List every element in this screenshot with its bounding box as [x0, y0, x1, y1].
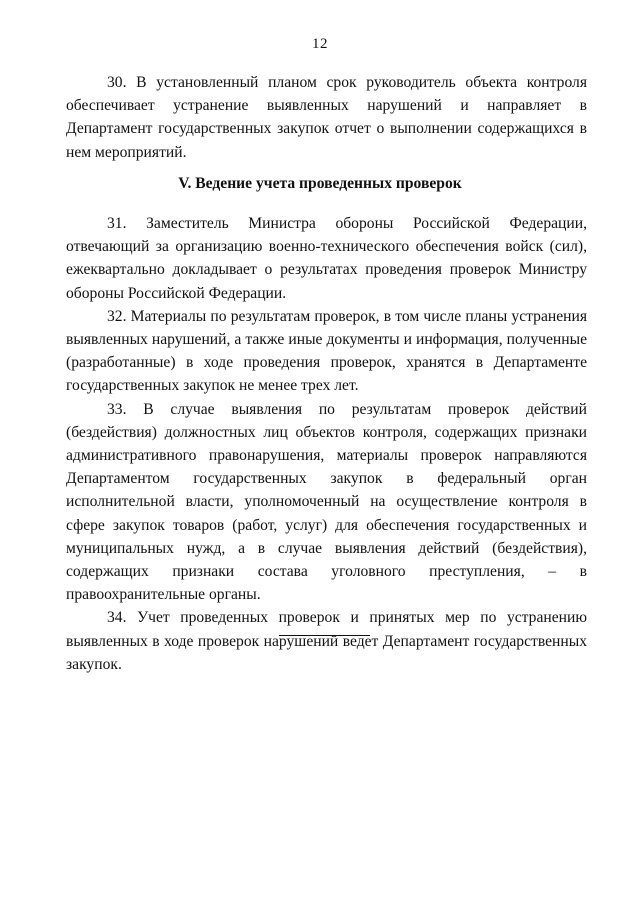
- paragraph-block-before-section: [66, 71, 587, 164]
- paragraph-30: 30. В установленный планом срок руководитель объекта контроля обеспечивает устранение выявленных нарушений и направляет в Департамент государственных закупок отчет о выполнении содержащихся в нем мероприятий.: [66, 74, 587, 161]
- paragraph-34: 34. Учет проведенных проверок и принятых мер по устранению выявленных в ходе проверок нарушений ведет Департамент государственных закупок.: [66, 609, 587, 673]
- page-number: 12: [312, 36, 328, 52]
- section-heading: V. Ведение учета проведенных проверок: [178, 175, 462, 192]
- paragraph-31: 31. Заместитель Министра обороны Российской Федерации, отвечающий за организацию военно-технического обеспечения войск (сил), ежеквартально докладывает о результатах проведения проверок Министру обороны Российской Федерации.: [66, 215, 587, 302]
- paragraph-33: 33. В случае выявления по результатам проверок действий (бездействия) должностных лиц объектов контроля, содержащих признаки административного правонарушения, материалы проверок направляются Департаментом государственных закупок в федеральный орган исполнительной власти, уполномоченный на осуществление контроля в сфере закупок товаров (работ, услуг) для обеспечения государственных и муниципальных нужд, а в случае выявления действий (бездействия), содержащих признаки состава уголовного преступления, – в правоохранительные органы.: [66, 400, 587, 604]
- paragraph-32: 32. Материалы по результатам проверок, в том числе планы устранения выявленных нарушений, а также иные документы и информация, полученные (разработанные) в ходе проведения проверок, хранятся в Департаменте государственных закупок не менее трех лет.: [66, 307, 587, 395]
- end-separator-line: [279, 635, 370, 636]
- paragraph-block-section-v: [66, 212, 587, 676]
